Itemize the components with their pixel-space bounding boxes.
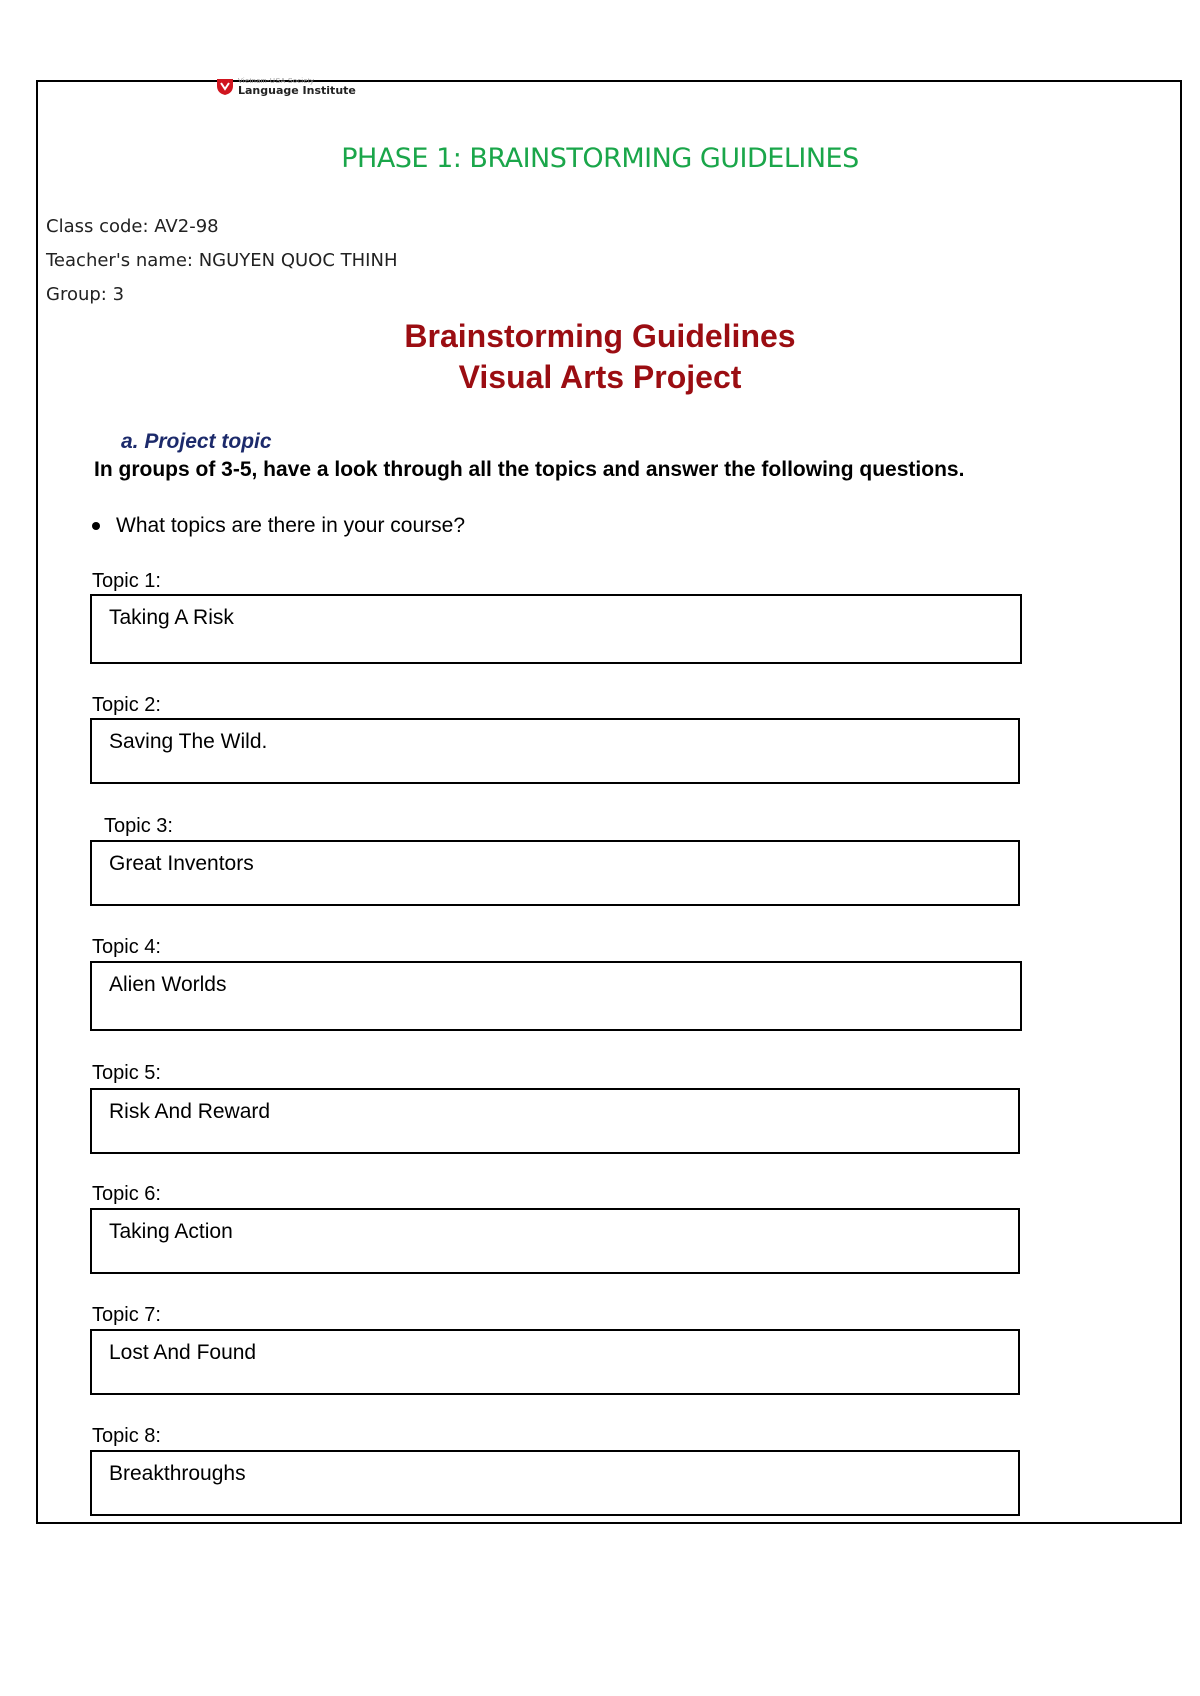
topic-4-field[interactable]: Alien Worlds xyxy=(90,961,1022,1031)
topic-6-field[interactable]: Taking Action xyxy=(90,1208,1020,1274)
topic-8-label: Topic 8: xyxy=(92,1425,161,1447)
instructions-text: In groups of 3-5, have a look through all the topics and answer the following questions. xyxy=(94,458,965,481)
topic-7-field[interactable]: Lost And Found xyxy=(90,1329,1020,1395)
topic-1-label: Topic 1: xyxy=(92,570,161,592)
topic-5-label: Topic 5: xyxy=(92,1062,161,1084)
logo-org-name: Vietnam-USA Society xyxy=(238,78,315,85)
section-heading: a. Project topic xyxy=(121,430,272,453)
topic-5-field[interactable]: Risk And Reward xyxy=(90,1088,1020,1154)
shield-logo-icon xyxy=(216,78,234,96)
topic-1-field[interactable]: Taking A Risk xyxy=(90,594,1022,664)
topic-3-field[interactable]: Great Inventors xyxy=(90,840,1020,906)
topic-2-field[interactable]: Saving The Wild. xyxy=(90,718,1020,784)
question-item xyxy=(92,514,465,538)
page-border xyxy=(36,80,1182,1524)
topic-6-label: Topic 6: xyxy=(92,1183,161,1205)
document-subtitle: Visual Arts Project xyxy=(458,359,742,395)
document-title: Brainstorming Guidelines xyxy=(404,318,796,354)
phase-title: PHASE 1: BRAINSTORMING GUIDELINES xyxy=(341,143,859,174)
topic-3-label: Topic 3: xyxy=(104,815,173,837)
topic-7-label: Topic 7: xyxy=(92,1304,161,1326)
bullet-icon xyxy=(92,522,100,530)
teacher-name: Teacher's name: NGUYEN QUOC THINH xyxy=(46,250,398,271)
logo-institute-name: Language Institute xyxy=(238,84,356,97)
topic-8-field[interactable]: Breakthroughs xyxy=(90,1450,1020,1516)
institute-logo xyxy=(216,74,356,100)
question-text: What topics are there in your course? xyxy=(116,514,466,537)
group-number: Group: 3 xyxy=(46,284,125,305)
topic-2-label: Topic 2: xyxy=(92,694,161,716)
class-code: Class code: AV2-98 xyxy=(46,216,219,237)
topic-4-label: Topic 4: xyxy=(92,936,161,958)
